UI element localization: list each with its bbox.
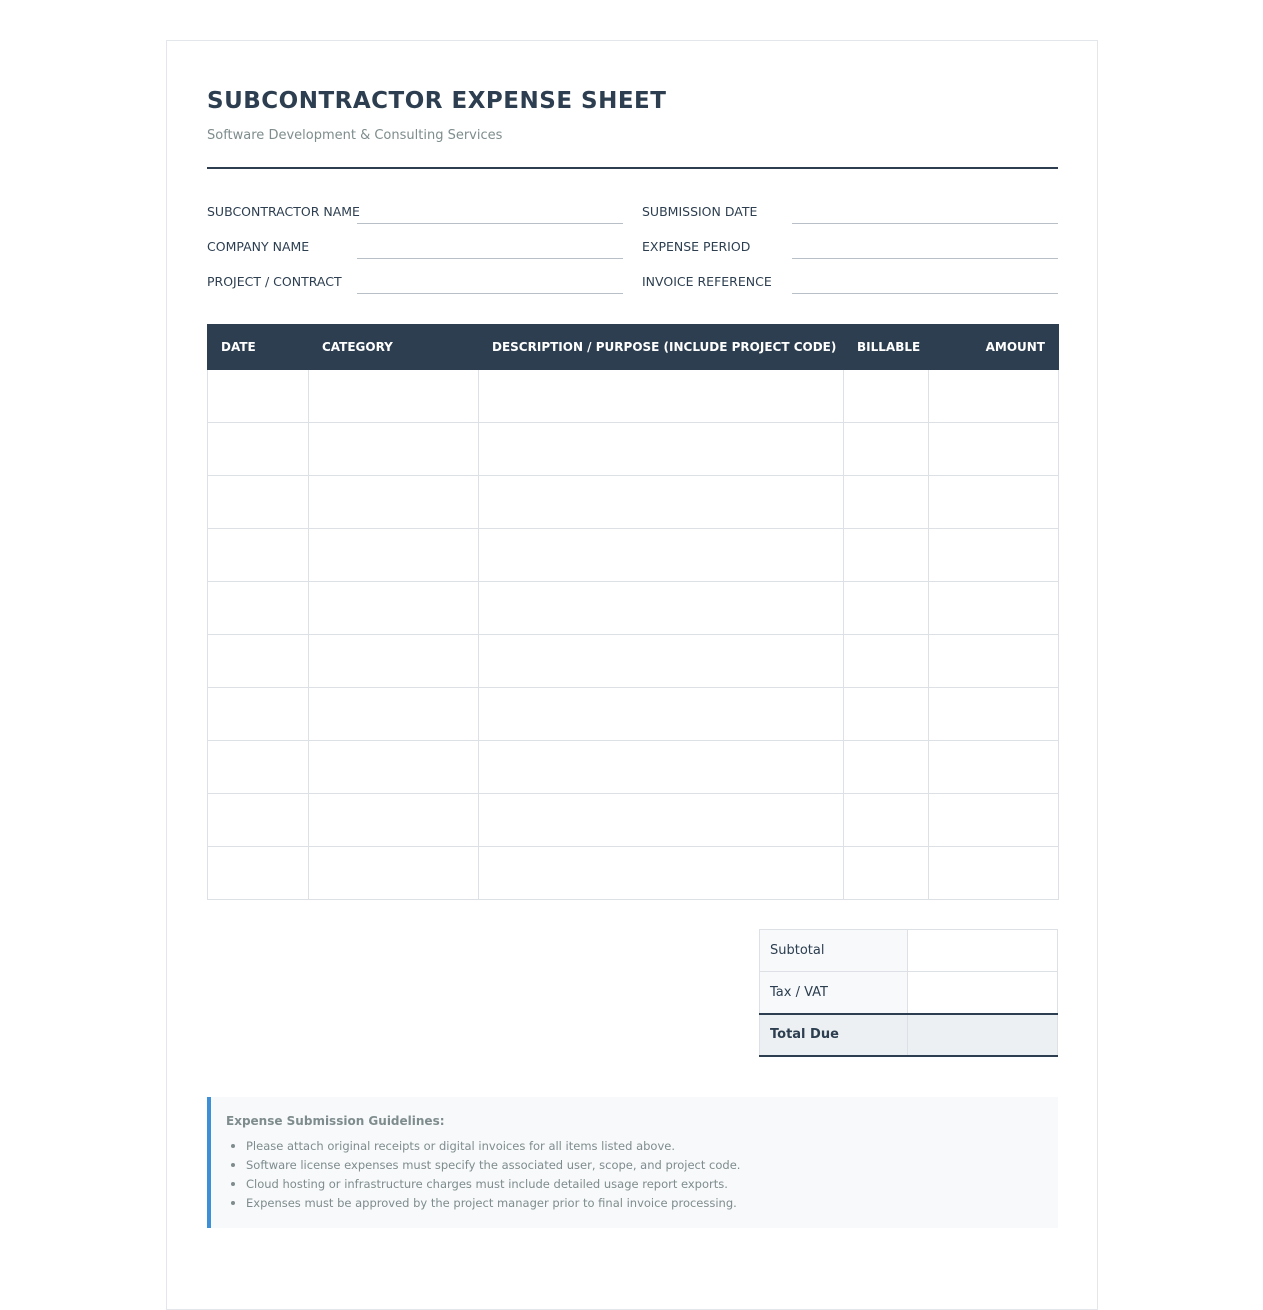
column-header-date: DATE	[208, 325, 309, 370]
guideline-text: Cloud hosting or infrastructure charges must include detailed usage report exports.	[246, 1177, 728, 1191]
cell-category[interactable]	[309, 582, 479, 635]
column-header-category: CATEGORY	[309, 325, 479, 370]
tax-label: Tax / VAT	[760, 972, 908, 1014]
cell-billable[interactable]	[844, 370, 929, 423]
cell-date[interactable]	[208, 423, 309, 476]
cell-description[interactable]	[479, 423, 844, 476]
cell-billable[interactable]	[844, 688, 929, 741]
cell-date[interactable]	[208, 529, 309, 582]
cell-category[interactable]	[309, 529, 479, 582]
cell-category[interactable]	[309, 741, 479, 794]
bullet-icon	[231, 1163, 235, 1167]
cell-date[interactable]	[208, 582, 309, 635]
invoice-reference-field[interactable]	[792, 293, 1058, 294]
cell-description[interactable]	[479, 688, 844, 741]
expense-period-label: EXPENSE PERIOD	[642, 239, 751, 254]
cell-amount[interactable]	[929, 529, 1059, 582]
cell-amount[interactable]	[929, 794, 1059, 847]
table-row	[208, 741, 1059, 794]
bullet-icon	[231, 1201, 235, 1205]
guideline-text: Please attach original receipts or digital invoices for all items listed above.	[246, 1139, 676, 1153]
cell-date[interactable]	[208, 476, 309, 529]
company-name-field[interactable]	[357, 258, 623, 259]
cell-amount[interactable]	[929, 635, 1059, 688]
table-header-row	[208, 325, 1059, 370]
totals-table	[759, 929, 1058, 1057]
guideline-text: Expenses must be approved by the project manager prior to final invoice processing.	[246, 1196, 737, 1210]
subcontractor-name-field[interactable]	[357, 223, 623, 224]
expense-period-field[interactable]	[792, 258, 1058, 259]
cell-amount[interactable]	[929, 476, 1059, 529]
table-row	[208, 794, 1059, 847]
guideline-item	[231, 1137, 1042, 1156]
subtotal-label: Subtotal	[760, 930, 908, 972]
cell-billable[interactable]	[844, 582, 929, 635]
cell-amount[interactable]	[929, 582, 1059, 635]
cell-description[interactable]	[479, 635, 844, 688]
cell-amount[interactable]	[929, 741, 1059, 794]
expense-table	[207, 324, 1059, 900]
cell-billable[interactable]	[844, 741, 929, 794]
page-title: SUBCONTRACTOR EXPENSE SHEET	[207, 88, 667, 114]
cell-date[interactable]	[208, 794, 309, 847]
cell-description[interactable]	[479, 476, 844, 529]
cell-category[interactable]	[309, 688, 479, 741]
guideline-item	[231, 1156, 1042, 1175]
submission-date-field[interactable]	[792, 223, 1058, 224]
guideline-text: Software license expenses must specify the associated user, scope, and project code.	[246, 1158, 741, 1172]
cell-amount[interactable]	[929, 847, 1059, 900]
column-header-description: DESCRIPTION / PURPOSE (INCLUDE PROJECT CODE)	[479, 325, 844, 370]
table-row	[208, 635, 1059, 688]
cell-category[interactable]	[309, 635, 479, 688]
table-row	[208, 582, 1059, 635]
cell-billable[interactable]	[844, 794, 929, 847]
cell-category[interactable]	[309, 476, 479, 529]
cell-description[interactable]	[479, 370, 844, 423]
tax-row	[760, 972, 1058, 1014]
table-row	[208, 529, 1059, 582]
header-divider	[207, 167, 1058, 169]
subtotal-value[interactable]	[908, 930, 1058, 972]
cell-amount[interactable]	[929, 370, 1059, 423]
cell-category[interactable]	[309, 423, 479, 476]
tax-value[interactable]	[908, 972, 1058, 1014]
total-due-row	[760, 1014, 1058, 1056]
expense-sheet	[166, 40, 1098, 1310]
cell-billable[interactable]	[844, 847, 929, 900]
table-row	[208, 423, 1059, 476]
cell-amount[interactable]	[929, 688, 1059, 741]
cell-billable[interactable]	[844, 423, 929, 476]
expense-rows	[208, 370, 1059, 900]
cell-billable[interactable]	[844, 635, 929, 688]
guideline-item	[231, 1175, 1042, 1194]
company-name-label: COMPANY NAME	[207, 239, 310, 254]
table-row	[208, 847, 1059, 900]
cell-date[interactable]	[208, 847, 309, 900]
cell-description[interactable]	[479, 741, 844, 794]
invoice-reference-label: INVOICE REFERENCE	[642, 274, 772, 289]
cell-description[interactable]	[479, 529, 844, 582]
project-contract-field[interactable]	[357, 293, 623, 294]
cell-date[interactable]	[208, 635, 309, 688]
table-row	[208, 688, 1059, 741]
cell-description[interactable]	[479, 582, 844, 635]
guidelines-title: Expense Submission Guidelines:	[226, 1114, 445, 1128]
guidelines-list	[226, 1137, 1042, 1213]
project-contract-label: PROJECT / CONTRACT	[207, 274, 342, 289]
cell-billable[interactable]	[844, 476, 929, 529]
total-due-value[interactable]	[908, 1014, 1058, 1056]
cell-date[interactable]	[208, 741, 309, 794]
cell-category[interactable]	[309, 847, 479, 900]
table-row	[208, 476, 1059, 529]
guidelines-box	[207, 1097, 1058, 1228]
cell-date[interactable]	[208, 370, 309, 423]
cell-billable[interactable]	[844, 529, 929, 582]
subcontractor-name-label: SUBCONTRACTOR NAME	[207, 204, 360, 219]
cell-description[interactable]	[479, 847, 844, 900]
bullet-icon	[231, 1182, 235, 1186]
column-header-amount: AMOUNT	[929, 325, 1059, 370]
submission-date-label: SUBMISSION DATE	[642, 204, 758, 219]
cell-category[interactable]	[309, 794, 479, 847]
cell-description[interactable]	[479, 794, 844, 847]
column-header-billable: BILLABLE	[844, 325, 929, 370]
page-subtitle: Software Development & Consulting Services	[207, 128, 503, 143]
cell-category[interactable]	[309, 370, 479, 423]
bullet-icon	[231, 1144, 235, 1148]
cell-date[interactable]	[208, 688, 309, 741]
table-row	[208, 370, 1059, 423]
total-due-label: Total Due	[760, 1014, 908, 1056]
cell-amount[interactable]	[929, 423, 1059, 476]
subtotal-row	[760, 930, 1058, 972]
guideline-item	[231, 1194, 1042, 1213]
